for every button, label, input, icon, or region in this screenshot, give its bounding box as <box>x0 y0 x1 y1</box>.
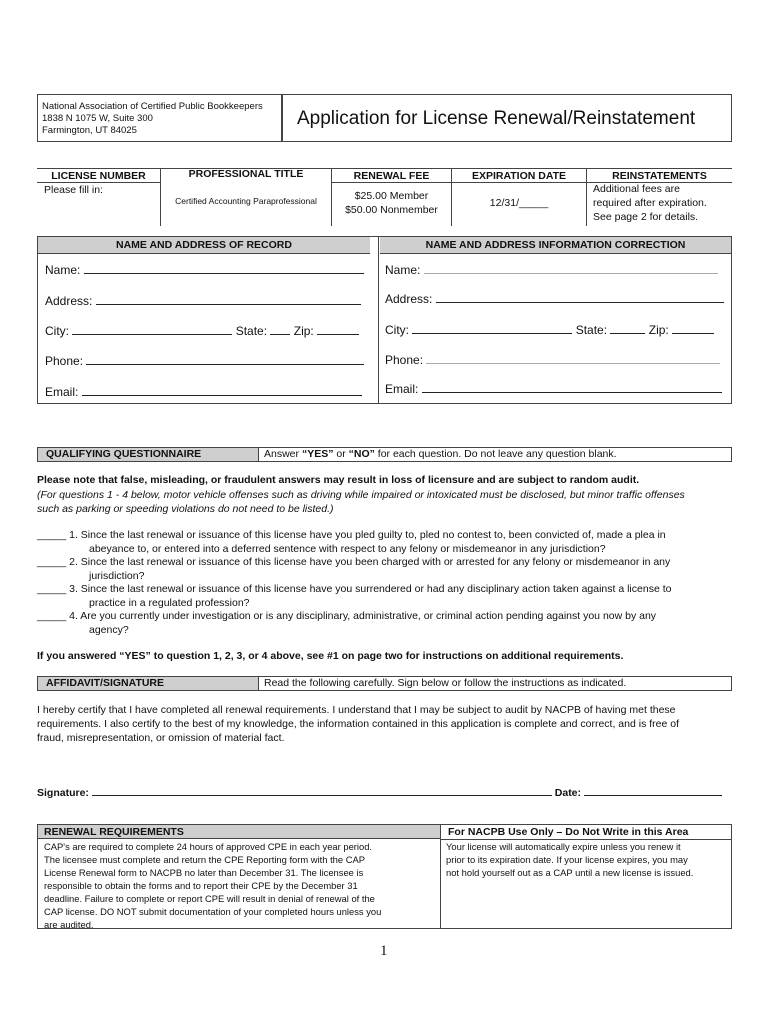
instruction-yes: “YES” <box>301 448 334 460</box>
record-header: NAME AND ADDRESS OF RECORD <box>116 239 292 251</box>
correction-city-label: City: <box>385 323 409 337</box>
question-1-line1[interactable]: _____ 1. Since the last renewal or issuance of this license have you pled guilty to, pled no contest to, been convicted of, made a plea in <box>37 529 666 541</box>
instruction-post: for each question. Do not leave any question blank. <box>374 448 617 460</box>
license-number-header: LICENSE NUMBER <box>51 170 146 182</box>
header-org-box <box>37 94 282 142</box>
page-number: 1 <box>380 943 388 959</box>
correction-email-label: Email: <box>385 382 419 396</box>
address-section <box>37 236 732 404</box>
renewal-fee-nonmember: $50.00 Nonmember <box>345 204 438 216</box>
record-city-row <box>45 324 359 338</box>
professional-title-value: Certified Accounting Paraprofessional <box>175 196 317 206</box>
correction-city-field[interactable] <box>412 323 572 334</box>
record-state-field[interactable] <box>270 324 290 335</box>
questionnaire-note-line2: such as parking or speeding violations do not need to be listed.) <box>37 503 334 515</box>
question-1-line2: abeyance to, or entered into a deferred sentence with respect to any felony or misdemeanor in any jurisdiction? <box>89 543 606 555</box>
record-email-row <box>45 385 362 399</box>
signature-field[interactable] <box>92 785 552 796</box>
affidavit-text-line2: requirements. I also certify to the best of my knowledge, the information contained in this application is complete and correct, and is free of <box>37 718 680 730</box>
correction-header-bar <box>380 237 731 254</box>
record-state-label: State: <box>235 324 268 338</box>
address-divider <box>378 237 379 403</box>
question-3-line1[interactable]: _____ 3. Since the last renewal or issuance of this license have you surrendered or had any disciplinary action taken against a license to <box>37 583 672 595</box>
license-table-mid-border <box>37 182 160 183</box>
correction-state-field[interactable] <box>610 323 645 334</box>
record-header-bar <box>38 237 370 254</box>
affidavit-text-line1: I hereby certify that I have completed all renewal requirements. I understand that I may be subject to audit by NACPB of having met these <box>37 704 676 716</box>
reinstatements-line1: Additional fees are <box>593 183 680 195</box>
reinstatements-line3: See page 2 for details. <box>593 211 699 223</box>
record-address-field[interactable] <box>96 294 361 305</box>
license-table <box>37 168 732 226</box>
correction-city-row <box>385 323 714 337</box>
record-address-label: Address: <box>45 294 93 308</box>
questionnaire-instruction <box>264 448 617 461</box>
question-2-line1[interactable]: _____ 2. Since the last renewal or issuance of this license have you been charged with or arrested for any felony or misdemeanor in any <box>37 556 671 568</box>
correction-zip-label: Zip: <box>648 323 669 337</box>
correction-address-label: Address: <box>385 292 433 306</box>
questionnaire-followup: If you answered “YES” to question 1, 2, 3, or 4 above, see #1 on page two for instructions on additional requirements. <box>37 650 624 662</box>
renewal-line5: deadline. Failure to complete or report CPE will result in denial of renewal of the <box>44 893 375 904</box>
affidavit-instruction: Read the following carefully. Sign below or follow the instructions as indicated. <box>264 677 627 689</box>
office-line1: Your license will automatically expire unless you renew it <box>446 841 681 852</box>
question-2-line2: jurisdiction? <box>89 570 145 582</box>
record-email-field[interactable] <box>82 385 362 396</box>
correction-name-field[interactable] <box>424 263 718 274</box>
correction-name-label: Name: <box>385 263 421 277</box>
license-number-input-label[interactable]: Please fill in: <box>44 184 103 196</box>
renewal-line6: CAP license. DO NOT submit documentation of your completed hours unless you <box>44 906 382 917</box>
page-title: Application for License Renewal/Reinstatement <box>297 108 696 129</box>
record-phone-label: Phone: <box>45 354 84 368</box>
record-address-row <box>45 294 361 308</box>
renewal-header-bar <box>38 825 440 839</box>
bottom-table <box>37 824 732 929</box>
instruction-or: or <box>333 448 349 460</box>
expiration-cell <box>452 168 587 226</box>
renewal-fee-cell <box>332 168 452 226</box>
correction-email-field[interactable] <box>422 382 722 393</box>
signature-row <box>37 785 722 799</box>
questionnaire-header-row <box>37 447 732 462</box>
record-name-row <box>45 263 364 277</box>
reinstatements-cell <box>587 168 732 226</box>
questionnaire-note-line1: (For questions 1 - 4 below, motor vehicle offenses such as driving while impaired or intoxicated must be disclosed, but minor traffic offenses <box>37 489 685 501</box>
renewal-line3: License Renewal form to NACPB no later than December 31. The licensee is <box>44 867 364 878</box>
instruction-pre: Answer <box>264 448 302 460</box>
question-4-line2: agency? <box>89 624 129 636</box>
correction-address-field[interactable] <box>436 292 724 303</box>
record-phone-row <box>45 354 364 368</box>
renewal-fee-header: RENEWAL FEE <box>353 170 430 182</box>
professional-title-cell <box>160 168 332 226</box>
renewal-header: RENEWAL REQUIREMENTS <box>44 826 184 838</box>
record-email-label: Email: <box>45 385 79 399</box>
license-number-cell <box>37 168 160 226</box>
office-header: For NACPB Use Only – Do Not Write in this Area <box>448 826 689 838</box>
reinstatements-header: REINSTATEMENTS <box>612 170 707 182</box>
instruction-no: “NO” <box>348 448 375 460</box>
correction-phone-row <box>385 353 720 367</box>
reinstatements-line2: required after expiration. <box>593 197 707 209</box>
renewal-line4: responsible to obtain the forms and to report their CPE by the December 31 <box>44 880 358 891</box>
org-address-line1: 1838 N 1075 W, Suite 300 <box>42 113 153 124</box>
correction-name-row <box>385 263 718 277</box>
office-text <box>446 840 731 879</box>
affidavit-header-row <box>37 676 732 691</box>
office-line2: prior to its expiration date. If your license expires, you may <box>446 854 688 865</box>
renewal-line2: The licensee must complete and return the CPE Reporting form with the CAP <box>44 854 365 865</box>
correction-header: NAME AND ADDRESS INFORMATION CORRECTION <box>425 239 686 251</box>
question-4-line1[interactable]: _____ 4. Are you currently under investigation or is any disciplinary, administrative, or criminal action pending against you now by any <box>37 610 657 622</box>
record-zip-label: Zip: <box>293 324 314 338</box>
questionnaire-header-bar <box>38 448 259 461</box>
correction-email-row <box>385 382 722 396</box>
renewal-text <box>44 840 436 931</box>
affidavit-header-bar <box>38 677 259 690</box>
record-name-field[interactable] <box>84 263 364 274</box>
questionnaire-warning: Please note that false, misleading, or fraudulent answers may result in loss of licensure and are subject to random audit. <box>37 474 640 486</box>
renewal-line1: CAP's are required to complete 24 hours of approved CPE in each year period. <box>44 841 373 852</box>
date-field[interactable] <box>584 785 722 796</box>
correction-state-label: State: <box>575 323 608 337</box>
bottom-divider <box>440 825 441 928</box>
correction-phone-label: Phone: <box>385 353 424 367</box>
record-city-field[interactable] <box>72 324 232 335</box>
correction-phone-field[interactable] <box>426 353 720 364</box>
questionnaire-header: QUALIFYING QUESTIONNAIRE <box>46 448 202 460</box>
correction-address-row <box>385 292 724 306</box>
expiration-header: EXPIRATION DATE <box>471 170 567 182</box>
license-table-mid-border-right <box>332 182 732 183</box>
expiration-value[interactable]: 12/31/_____ <box>489 197 549 209</box>
record-phone-field[interactable] <box>86 354 364 365</box>
org-address-line2: Farmington, UT 84025 <box>42 125 137 136</box>
renewal-line7: are audited. <box>44 919 94 930</box>
office-line3: not hold yourself out as a CAP until a new license is issued. <box>446 867 694 878</box>
affidavit-text-line3: fraud, misrepresentation, or omission of material fact. <box>37 732 285 744</box>
date-label: Date: <box>554 787 582 799</box>
record-zip-field[interactable] <box>317 324 359 335</box>
record-city-label: City: <box>45 324 69 338</box>
signature-label: Signature: <box>37 787 89 799</box>
renewal-fee-member: $25.00 Member <box>354 190 429 202</box>
org-name: National Association of Certified Public Bookkeepers <box>42 101 263 112</box>
record-name-label: Name: <box>45 263 81 277</box>
correction-zip-field[interactable] <box>672 323 714 334</box>
header-title-box <box>282 94 732 142</box>
professional-title-header: PROFESSIONAL TITLE <box>188 168 304 180</box>
question-3-line2: practice in a regulated profession? <box>89 597 250 609</box>
affidavit-header: AFFIDAVIT/SIGNATURE <box>46 677 165 689</box>
